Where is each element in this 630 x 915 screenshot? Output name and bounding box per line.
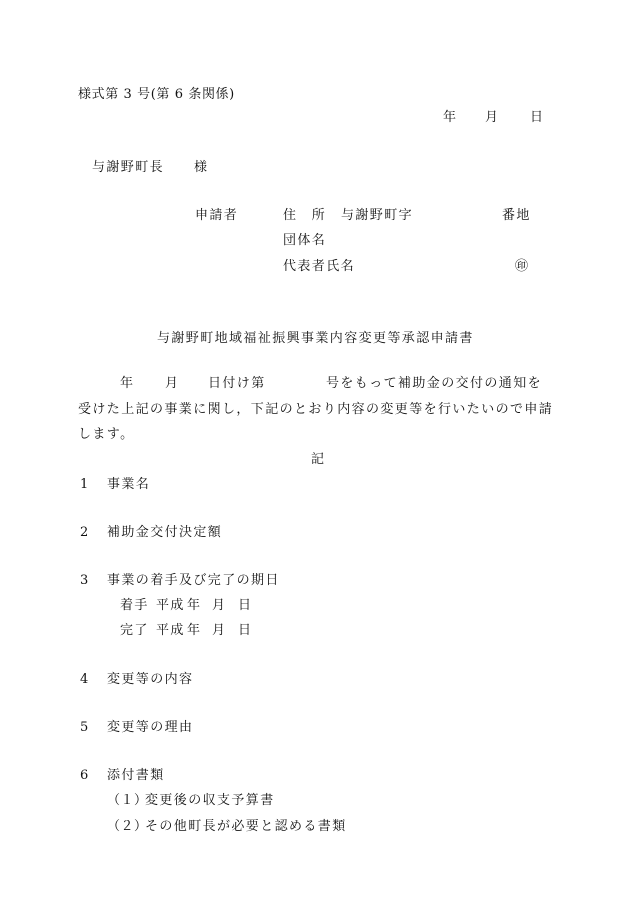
address-label: 住 所 [283,208,327,223]
item-number: 4 [80,672,90,687]
schedule-year-label: 年 [187,598,202,613]
item-label-attachments: 添付書類 [107,768,165,783]
attachment-number: （２） [107,819,148,834]
item-label-project-name: 事業名 [107,477,151,492]
schedule-day-label: 日 [238,623,253,638]
body-line1-text: 号をもって補助金の交付の通知を [326,376,543,391]
date-day-label: 日 [530,110,545,125]
schedule-month-label: 月 [212,598,227,613]
seal-mark: ㊞ [515,259,529,274]
item-number: 1 [80,477,90,492]
body-year-label: 年 [120,376,135,391]
schedule-end-label: 完了 [120,623,149,638]
document-title: 与謝野町地域福祉振興事業内容変更等承認申請書 [157,331,474,346]
applicant-label: 申請者 [195,208,239,223]
schedule-era: 平成 [156,623,185,638]
attachment-text: その他町長が必要と認める書類 [145,819,347,834]
schedule-start-label: 着手 [120,598,149,613]
item-label-subsidy-amount: 補助金交付決定額 [107,525,223,540]
attachment-text: 変更後の収支予算書 [145,793,275,808]
address-value: 与謝野町字 [341,208,414,223]
address-suffix: 番地 [502,208,531,223]
schedule-year-label: 年 [187,623,202,638]
body-line2-text: 受けた上記の事業に関し，下記のとおり内容の変更等を行いたいので申請 [78,402,554,417]
addressee-honorific: 様 [194,160,209,175]
item-number: 6 [80,768,90,783]
item-number: 5 [80,720,90,735]
body-month-label: 月 [165,376,180,391]
representative-label: 代表者氏名 [283,259,356,274]
attachment-number: （１） [107,793,148,808]
item-number: 2 [80,525,90,540]
date-year-label: 年 [443,110,458,125]
item-label-change-content: 変更等の内容 [107,672,194,687]
addressee-name: 与謝野町長 [92,160,165,175]
date-month-label: 月 [485,110,500,125]
item-number: 3 [80,573,90,588]
body-line3-text: します。 [78,427,135,442]
organization-label: 団体名 [283,233,327,248]
body-date-label: 日付け第 [208,376,266,391]
schedule-month-label: 月 [212,623,227,638]
ki-heading: 記 [311,452,326,467]
item-label-schedule: 事業の着手及び完了の期日 [107,573,280,588]
form-number: 様式第 3 号(第 6 条関係) [78,87,235,102]
schedule-day-label: 日 [238,598,253,613]
schedule-era: 平成 [156,598,185,613]
item-label-change-reason: 変更等の理由 [107,720,194,735]
